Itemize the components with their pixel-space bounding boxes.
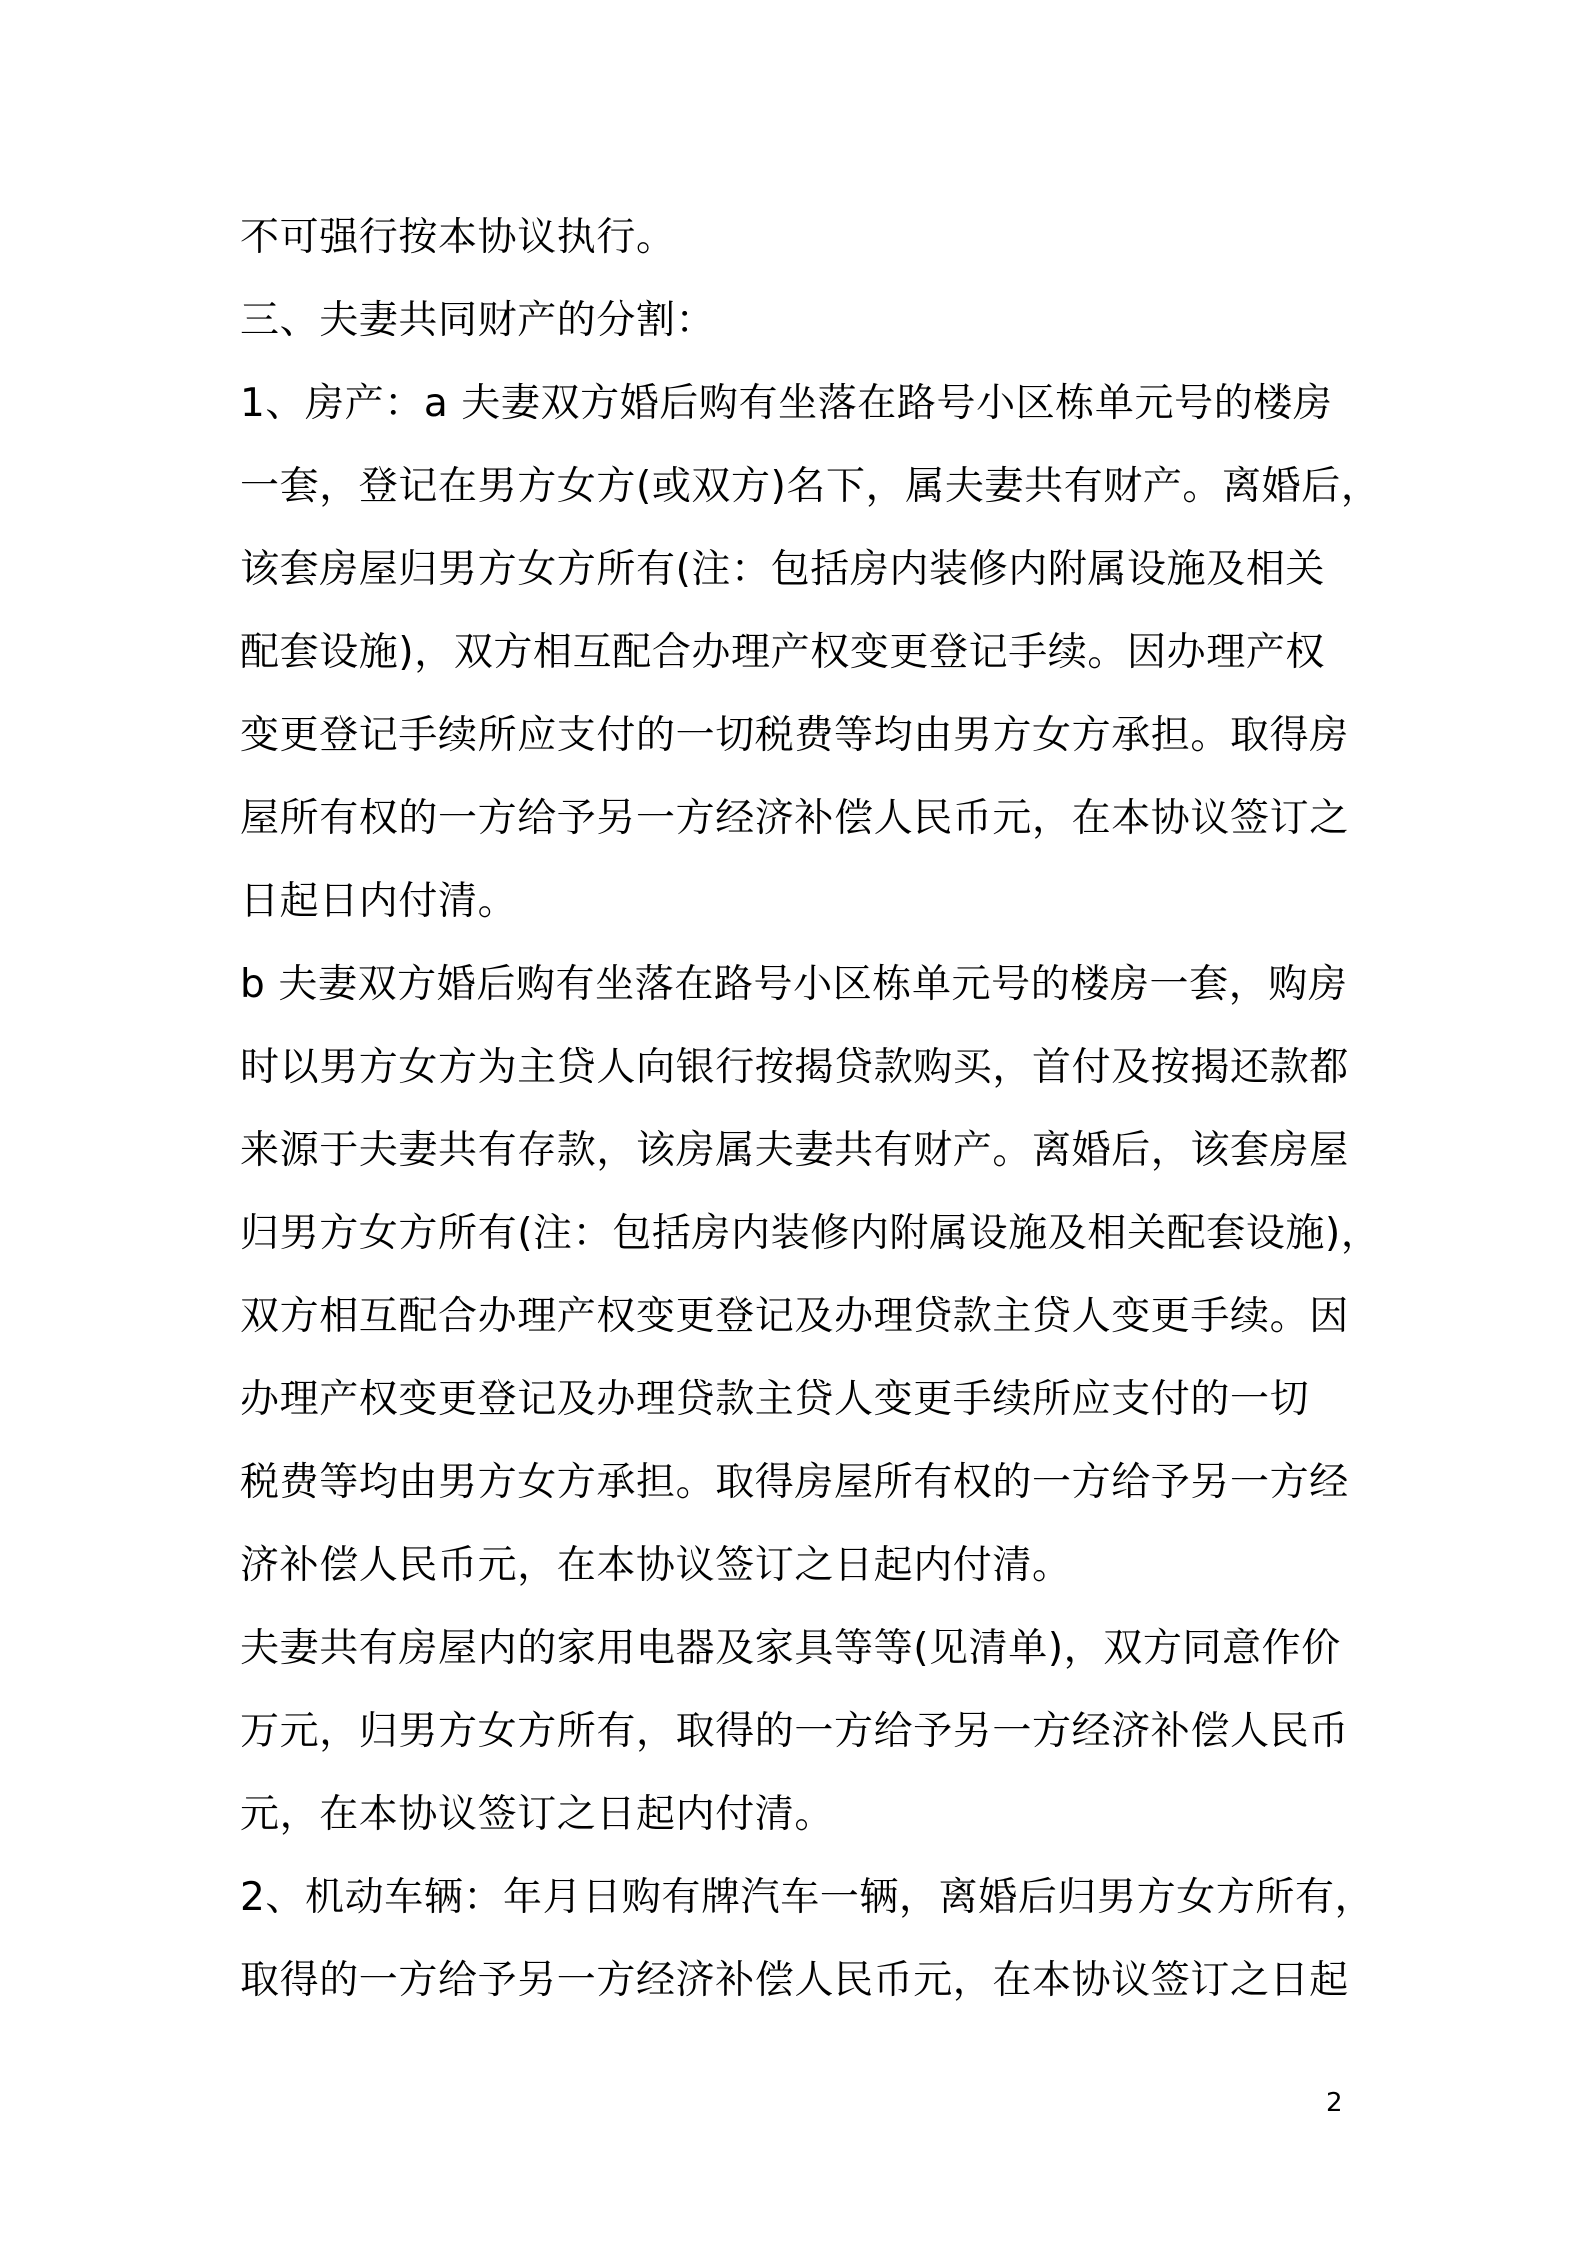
text-line: 一套，登记在男方女方(或双方)名下，属夫妻共有财产。离婚后， [240, 464, 1381, 509]
text-line: 万元，归男方女方所有，取得的一方给予另一方经济补偿人民币 [240, 1709, 1349, 1754]
text-line: 归男方女方所有(注：包括房内装修内附属设施及相关配套设施)， [240, 1211, 1381, 1256]
text-line: 时以男方女方为主贷人向银行按揭贷款购买，首付及按揭还款都 [240, 1045, 1349, 1090]
text-line: 税费等均由男方女方承担。取得房屋所有权的一方给予另一方经 [240, 1460, 1349, 1505]
text-line: 屋所有权的一方给予另一方经济补偿人民币元，在本协议签订之 [240, 796, 1349, 841]
text-line: 不可强行按本协议执行。 [240, 215, 676, 260]
section-heading: 三、夫妻共同财产的分割： [240, 298, 716, 343]
text-line: 1、房产：a 夫妻双方婚后购有坐落在路号小区栋单元号的楼房 [240, 381, 1333, 426]
text-line: 变更登记手续所应支付的一切税费等均由男方女方承担。取得房 [240, 713, 1349, 758]
text-line: 来源于夫妻共有存款，该房属夫妻共有财产。离婚后，该套房屋 [240, 1128, 1349, 1173]
text-line: 办理产权变更登记及办理贷款主贷人变更手续所应支付的一切 [240, 1377, 1310, 1422]
text-line: 2、机动车辆：年月日购有牌汽车一辆，离婚后归男方女方所有， [240, 1875, 1375, 1920]
page-number: 2 [1326, 2088, 1343, 2118]
document-body [240, 196, 1381, 2022]
text-line: 双方相互配合办理产权变更登记及办理贷款主贷人变更手续。因 [240, 1294, 1349, 1339]
text-line: 夫妻共有房屋内的家用电器及家具等等(见清单)，双方同意作价 [240, 1626, 1341, 1671]
text-line: b 夫妻双方婚后购有坐落在路号小区栋单元号的楼房一套，购房 [240, 962, 1348, 1007]
text-line: 配套设施)，双方相互配合办理产权变更登记手续。因办理产权 [240, 630, 1326, 675]
text-line: 济补偿人民币元，在本协议签订之日起内付清。 [240, 1543, 1072, 1588]
text-line: 该套房屋归男方女方所有(注：包括房内装修内附属设施及相关 [240, 547, 1326, 592]
text-line: 日起日内付清。 [240, 879, 518, 924]
text-line: 取得的一方给予另一方经济补偿人民币元，在本协议签订之日起 [240, 1958, 1349, 2003]
text-line: 元，在本协议签订之日起内付清。 [240, 1792, 835, 1837]
